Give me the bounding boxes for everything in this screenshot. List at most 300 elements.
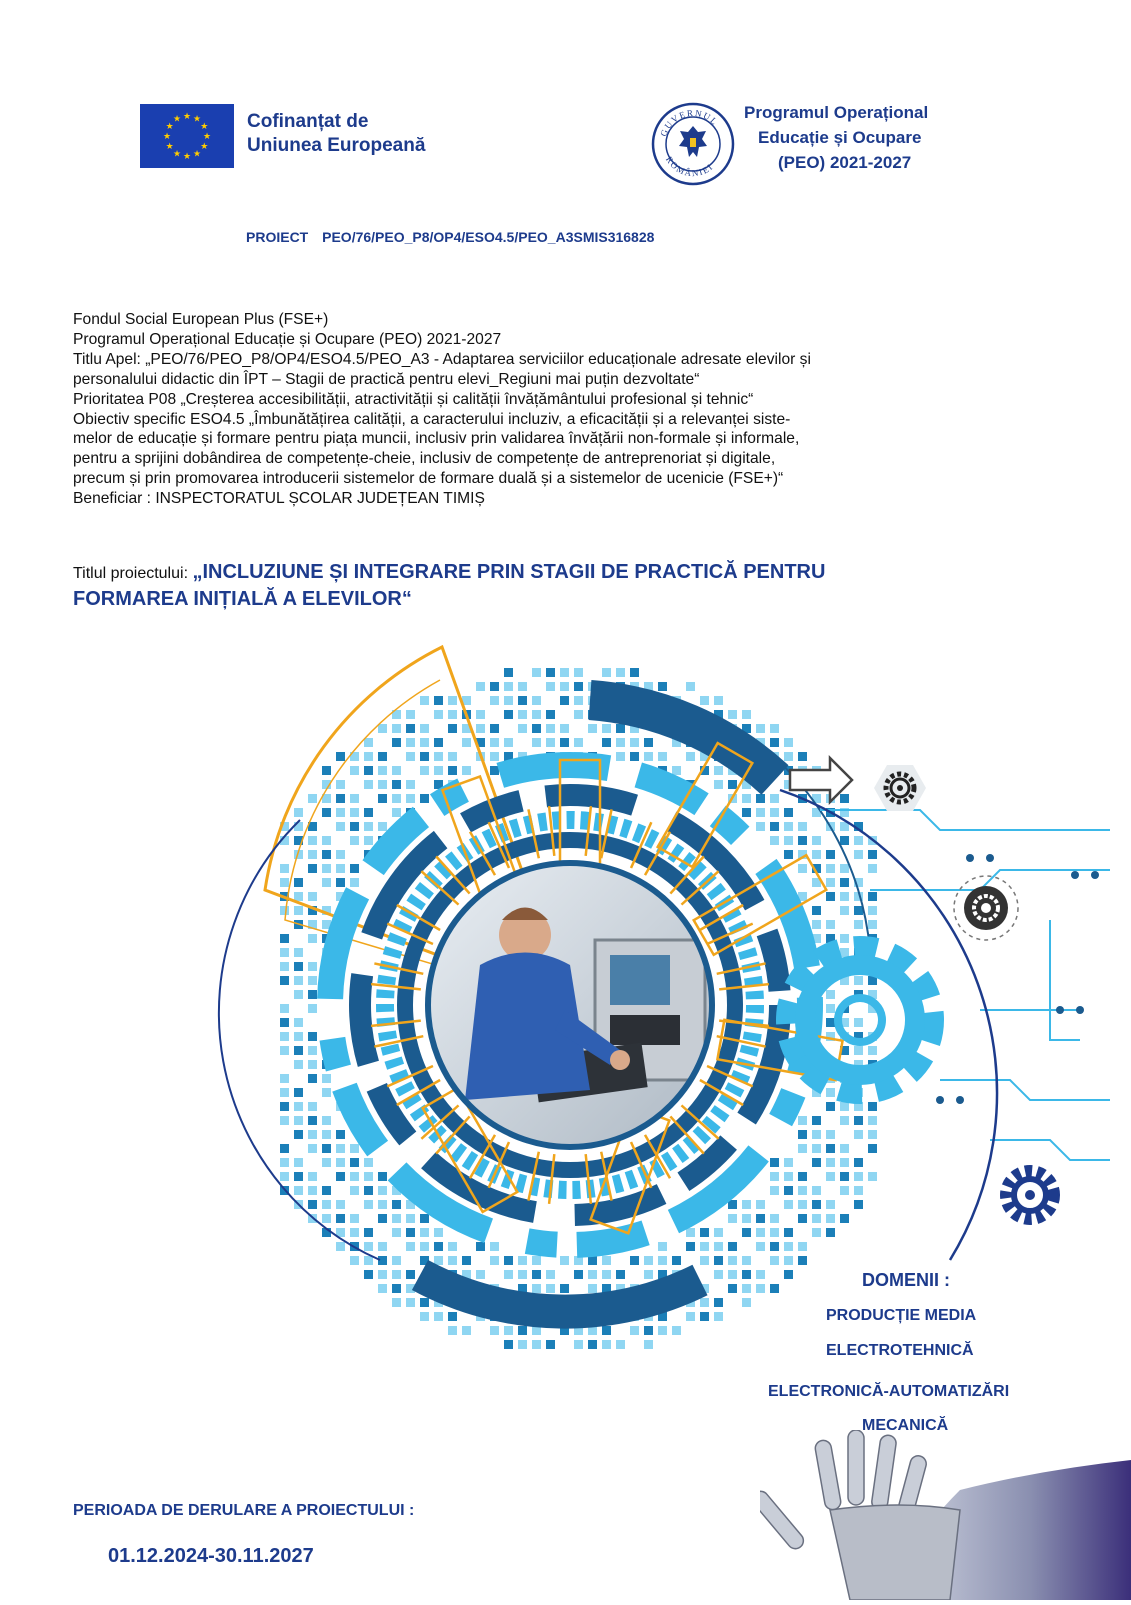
pixel-dot [560, 738, 569, 747]
pixel-dot [392, 724, 401, 733]
pixel-dot [364, 1256, 373, 1265]
pixel-dot [280, 934, 289, 943]
pixel-dot [826, 1228, 835, 1237]
pixel-dot [434, 738, 443, 747]
pixel-dot [364, 738, 373, 747]
pixel-dot [392, 738, 401, 747]
pixel-dot [546, 1340, 555, 1349]
pixel-dot [336, 794, 345, 803]
pixel-dot [350, 864, 359, 873]
pixel-dot [308, 976, 317, 985]
eu-star: ★ [200, 121, 209, 131]
pixel-dot [364, 1172, 373, 1181]
eu-line-1: Cofinanțat de [247, 111, 369, 132]
pixel-dot [798, 822, 807, 831]
domain-item: MECANICĂ [862, 1417, 949, 1434]
pixel-dot [350, 794, 359, 803]
pixel-dot [756, 724, 765, 733]
pixel-dot [308, 1116, 317, 1125]
pixel-dot [728, 1214, 737, 1223]
pixel-dot [322, 1144, 331, 1153]
pixel-dot [574, 1340, 583, 1349]
pixel-dot [420, 1298, 429, 1307]
pixel-dot [798, 1130, 807, 1139]
pixel-dot [294, 808, 303, 817]
info-line: Programul Operațional Educație și Ocupare (PEO) 2021-2027 [73, 330, 502, 348]
eu-flag-logo [140, 104, 234, 168]
pixel-dot [294, 976, 303, 985]
pixel-dot [490, 1242, 499, 1251]
pixel-dot [784, 1228, 793, 1237]
pixel-dot [322, 1200, 331, 1209]
pixel-dot [798, 752, 807, 761]
project-code: PEO/76/PEO_P8/OP4/ESO4.5/PEO_A3SMIS316828 [322, 229, 655, 245]
pixel-dot [392, 808, 401, 817]
pixel-dot [798, 1172, 807, 1181]
pixel-dot [784, 1242, 793, 1251]
pixel-dot [812, 920, 821, 929]
pixel-dot [742, 1200, 751, 1209]
pixel-dot [308, 836, 317, 845]
pixel-dot [868, 864, 877, 873]
pixel-dot [490, 682, 499, 691]
pixel-dot [308, 1032, 317, 1041]
pixel-dot [350, 1186, 359, 1195]
pixel-dot [840, 1158, 849, 1167]
pixel-dot [784, 1186, 793, 1195]
pixel-dot [798, 1256, 807, 1265]
pixel-dot [434, 696, 443, 705]
pixel-dot [574, 1270, 583, 1279]
eu-star: ★ [165, 141, 174, 151]
pixel-dot [378, 780, 387, 789]
pixel-dot [364, 752, 373, 761]
pixel-dot [756, 1200, 765, 1209]
pixel-dot [854, 1018, 863, 1027]
pixel-dot [868, 906, 877, 915]
pixel-dot [854, 906, 863, 915]
pixel-dot [308, 1200, 317, 1209]
pixel-dot [854, 1116, 863, 1125]
government-seal-logo [651, 102, 735, 186]
pixel-dot [490, 724, 499, 733]
pixel-dot [840, 1102, 849, 1111]
domains-heading: DOMENII : [862, 1270, 950, 1290]
robot-hand-image [760, 1430, 1131, 1600]
pixel-dot [784, 1270, 793, 1279]
pixel-dot [420, 1242, 429, 1251]
pixel-dot [714, 766, 723, 775]
pixel-dot [812, 836, 821, 845]
pixel-dot [308, 1102, 317, 1111]
pixel-dot [714, 1312, 723, 1321]
pixel-dot [868, 1172, 877, 1181]
pixel-dot [350, 1144, 359, 1153]
pixel-dot [336, 878, 345, 887]
pixel-dot [406, 1298, 415, 1307]
pixel-dot [462, 738, 471, 747]
pixel-dot [280, 1116, 289, 1125]
pixel-dot [798, 836, 807, 845]
domain-item: ELECTRONICĂ-AUTOMATIZĂRI [768, 1383, 1010, 1400]
pixel-dot [322, 878, 331, 887]
pixel-dot [350, 878, 359, 887]
pixel-dot [868, 850, 877, 859]
pixel-dot [854, 850, 863, 859]
pixel-dot [826, 1158, 835, 1167]
pixel-dot [602, 724, 611, 733]
pixel-dot [588, 1256, 597, 1265]
pixel-dot [770, 1228, 779, 1237]
pixel-dot [784, 1158, 793, 1167]
pixel-dot [280, 976, 289, 985]
pixel-dot [742, 710, 751, 719]
pixel-dot [714, 1228, 723, 1237]
pixel-dot [518, 1256, 527, 1265]
pixel-dot [462, 1256, 471, 1265]
pixel-dot [378, 1172, 387, 1181]
pixel-dot [322, 836, 331, 845]
pixel-dot [448, 710, 457, 719]
pixel-dot [840, 878, 849, 887]
pixel-dot [826, 1172, 835, 1181]
pixel-dot [406, 1242, 415, 1251]
pixel-dot [770, 1158, 779, 1167]
pixel-dot [308, 850, 317, 859]
pixel-dot [854, 976, 863, 985]
pixel-dot [378, 1242, 387, 1251]
pixel-dot [854, 1186, 863, 1195]
pixel-dot [798, 1144, 807, 1153]
pixel-dot [322, 1130, 331, 1139]
pixel-dot [630, 1256, 639, 1265]
info-line: personalului didactic din ÎPT – Stagii de practică pentru elevi_Regiuni mai puțin dezvoltate“ [73, 370, 700, 388]
pixel-dot [294, 892, 303, 901]
pixel-dot [588, 1284, 597, 1293]
pixel-dot [378, 724, 387, 733]
pixel-dot [714, 1270, 723, 1279]
eu-star: ★ [182, 111, 192, 121]
pixel-dot [294, 962, 303, 971]
pixel-dot [658, 682, 667, 691]
pixel-dot [616, 738, 625, 747]
pixel-dot [280, 1158, 289, 1167]
pixel-dot [840, 906, 849, 915]
pixel-dot [518, 696, 527, 705]
pixel-dot [742, 808, 751, 817]
pixel-dot [378, 822, 387, 831]
pixel-dot [700, 1312, 709, 1321]
pixel-dot [616, 752, 625, 761]
pixel-dot [770, 1214, 779, 1223]
small-blue-gear-icon [1006, 1171, 1054, 1219]
pixel-dot [336, 850, 345, 859]
pixel-dot [322, 766, 331, 775]
pixel-dot [644, 752, 653, 761]
pixel-dot [378, 766, 387, 775]
info-line: Prioritatea P08 „Creșterea accesibilității, atractivității și calității învățământului profesional și tehnic“ [73, 390, 754, 408]
pixel-dot [294, 990, 303, 999]
pixel-dot [840, 864, 849, 873]
pixel-dot [448, 752, 457, 761]
pixel-dot [462, 766, 471, 775]
pixel-dot [560, 724, 569, 733]
pixel-dot [686, 752, 695, 761]
pixel-dot [756, 808, 765, 817]
pixel-dot [588, 1270, 597, 1279]
pixel-dot [392, 1200, 401, 1209]
pixel-dot [840, 1144, 849, 1153]
project-info-block [73, 310, 1083, 509]
pixel-dot [868, 1046, 877, 1055]
pixel-dot [574, 668, 583, 677]
pixel-dot [826, 1214, 835, 1223]
pixel-dot [490, 766, 499, 775]
pixel-dot [812, 1200, 821, 1209]
pixel-dot [854, 1172, 863, 1181]
pixel-dot [308, 1186, 317, 1195]
pixel-dot [308, 1004, 317, 1013]
pixel-dot [644, 1270, 653, 1279]
program-line-1: Programul Operațional [744, 103, 929, 122]
pixel-dot [672, 1326, 681, 1335]
pixel-dot [378, 1186, 387, 1195]
pixel-dot [406, 1214, 415, 1223]
pixel-dot [798, 1242, 807, 1251]
pixel-dot [308, 1130, 317, 1139]
pixel-dot [336, 1172, 345, 1181]
pixel-dot [294, 1088, 303, 1097]
pixel-dot [350, 766, 359, 775]
eu-star: ★ [200, 141, 209, 151]
pixel-dot [350, 1158, 359, 1167]
pixel-dot [854, 920, 863, 929]
pixel-dot [644, 1256, 653, 1265]
pixel-dot [350, 1172, 359, 1181]
pixel-dot [280, 1172, 289, 1181]
pixel-dot [490, 1326, 499, 1335]
pixel-dot [840, 1186, 849, 1195]
info-line: Beneficiar : INSPECTORATUL ȘCOLAR JUDEȚEAN TIMIȘ [73, 490, 485, 508]
pixel-dot [322, 1214, 331, 1223]
pixel-dot [322, 850, 331, 859]
pixel-dot [700, 1298, 709, 1307]
pixel-dot [294, 1186, 303, 1195]
pixel-dot [546, 682, 555, 691]
pixel-dot [392, 1270, 401, 1279]
pixel-dot [294, 1158, 303, 1167]
pixel-dot [602, 738, 611, 747]
pixel-dot [518, 1326, 527, 1335]
pixel-dot [322, 1088, 331, 1097]
project-code-line [246, 229, 654, 245]
pixel-dot [546, 668, 555, 677]
pixel-dot [868, 920, 877, 929]
pixel-dot [308, 962, 317, 971]
pixel-dot [434, 1242, 443, 1251]
pixel-dot [546, 1284, 555, 1293]
pixel-dot [798, 1116, 807, 1125]
pixel-dot [770, 724, 779, 733]
pixel-dot [532, 1284, 541, 1293]
info-line: melor de educație și formare pentru piața muncii, inclusiv prin validarea învățării non-formale și informale, [73, 430, 800, 448]
project-title-label: Titlul proiectului: [73, 565, 193, 582]
pixel-dot [546, 710, 555, 719]
pixel-dot [294, 878, 303, 887]
gear-circle-icon [954, 876, 1018, 940]
pixel-dot [322, 864, 331, 873]
pixel-dot [826, 864, 835, 873]
project-title-part-2: FORMAREA INIȚIALĂ A ELEVILOR“ [73, 588, 412, 610]
pixel-dot [434, 1228, 443, 1237]
pixel-dot [350, 822, 359, 831]
pixel-dot [364, 1158, 373, 1167]
pixel-dot [868, 1116, 877, 1125]
pixel-dot [630, 752, 639, 761]
pixel-dot [364, 780, 373, 789]
pixel-dot [686, 682, 695, 691]
pixel-dot [714, 1242, 723, 1251]
pixel-dot [756, 794, 765, 803]
pixel-dot [784, 850, 793, 859]
pixel-dot [434, 1312, 443, 1321]
pixel-dot [322, 808, 331, 817]
pixel-dot [532, 738, 541, 747]
pixel-dot [518, 1340, 527, 1349]
pixel-dot [350, 836, 359, 845]
pixel-dot [826, 892, 835, 901]
pixel-dot [868, 892, 877, 901]
info-line: precum și prin promovarea introducerii sistemelor de formare duală și a sistemelor de ucenicie (FSE+)“ [73, 470, 784, 488]
pixel-dot [812, 1116, 821, 1125]
pixel-dot [490, 752, 499, 761]
pixel-dot [280, 1046, 289, 1055]
pixel-dot [574, 696, 583, 705]
svg-text:GUVERNUL: GUVERNUL [658, 107, 721, 138]
pixel-dot [392, 794, 401, 803]
pixel-dot [406, 794, 415, 803]
pixel-dot [602, 1326, 611, 1335]
pixel-dot [770, 836, 779, 845]
pixel-dot [812, 1144, 821, 1153]
pixel-dot [770, 1242, 779, 1251]
pixel-dot [840, 836, 849, 845]
program-line-2: Educație și Ocupare [758, 128, 922, 147]
eu-line-2: Uniunea Europeană [247, 135, 426, 156]
pixel-dot [280, 1004, 289, 1013]
pixel-dot [742, 1214, 751, 1223]
pixel-dot [308, 864, 317, 873]
pixel-dot [574, 710, 583, 719]
pixel-dot [280, 906, 289, 915]
pixel-dot [756, 1284, 765, 1293]
pixel-dot [350, 1214, 359, 1223]
pixel-dot [742, 1228, 751, 1237]
pixel-dot [560, 668, 569, 677]
pixel-dot [742, 1298, 751, 1307]
pixel-dot [448, 1256, 457, 1265]
program-line-3: (PEO) 2021-2027 [778, 153, 912, 172]
pixel-dot [504, 668, 513, 677]
pixel-dot [784, 836, 793, 845]
pixel-dot [826, 1088, 835, 1097]
pixel-dot [756, 822, 765, 831]
pixel-dot [826, 920, 835, 929]
pixel-dot [336, 1158, 345, 1167]
eu-star: ★ [172, 148, 182, 159]
pixel-dot [504, 1270, 513, 1279]
pixel-dot [812, 1158, 821, 1167]
pixel-dot [658, 1256, 667, 1265]
svg-text:ROMÂNIEI: ROMÂNIEI [663, 154, 716, 179]
program-logo-text [744, 100, 928, 175]
pixel-dot [812, 1228, 821, 1237]
pixel-dot [602, 668, 611, 677]
pixel-dot [840, 1172, 849, 1181]
pixel-dot [364, 836, 373, 845]
pixel-dot [770, 794, 779, 803]
domain-item: ELECTROTEHNICĂ [826, 1342, 974, 1359]
pixel-dot [784, 808, 793, 817]
pixel-dot [588, 724, 597, 733]
pixel-dot [406, 1270, 415, 1279]
pixel-dot [476, 710, 485, 719]
pixel-dot [546, 738, 555, 747]
pixel-dot [532, 1256, 541, 1265]
pixel-dot [476, 724, 485, 733]
pixel-dot [336, 1200, 345, 1209]
pixel-dot [504, 710, 513, 719]
pixel-dot [336, 1242, 345, 1251]
project-period-dates: 01.12.2024-30.11.2027 [108, 1545, 314, 1567]
pixel-dot [700, 1242, 709, 1251]
pixel-dot [406, 752, 415, 761]
pixel-dot [560, 696, 569, 705]
pixel-dot [812, 1186, 821, 1195]
pixel-dot [392, 1284, 401, 1293]
pixel-dot [784, 1172, 793, 1181]
pixel-dot [308, 794, 317, 803]
pixel-dot [420, 794, 429, 803]
eu-star: ★ [192, 148, 202, 159]
pixel-dot [420, 738, 429, 747]
pixel-dot [504, 682, 513, 691]
info-line: Fondul Social European Plus (FSE+) [73, 311, 329, 328]
pixel-dot [826, 1130, 835, 1139]
pixel-dot [392, 1256, 401, 1265]
pixel-dot [840, 892, 849, 901]
pixel-dot [812, 906, 821, 915]
pixel-dot [770, 738, 779, 747]
pixel-dot [658, 752, 667, 761]
info-line: Obiectiv specific ESO4.5 „Îmbunătățirea calității, a caracterului incluziv, a eficacității și a relevanței siste- [73, 410, 791, 428]
pixel-dot [406, 780, 415, 789]
pixel-dot [728, 710, 737, 719]
project-title-line-1 [73, 561, 825, 584]
pixel-dot [672, 1256, 681, 1265]
pixel-dot [364, 822, 373, 831]
pixel-dot [490, 1256, 499, 1265]
pixel-dot [770, 1186, 779, 1195]
pixel-dot [686, 1228, 695, 1237]
pixel-dot [378, 1284, 387, 1293]
pixel-dot [518, 1270, 527, 1279]
eu-star: ★ [192, 113, 202, 124]
project-period-label: PERIOADA DE DERULARE A PROIECTULUI : [73, 1502, 415, 1519]
pixel-dot [798, 864, 807, 873]
pixel-dot [364, 1242, 373, 1251]
pixel-dot [378, 1200, 387, 1209]
